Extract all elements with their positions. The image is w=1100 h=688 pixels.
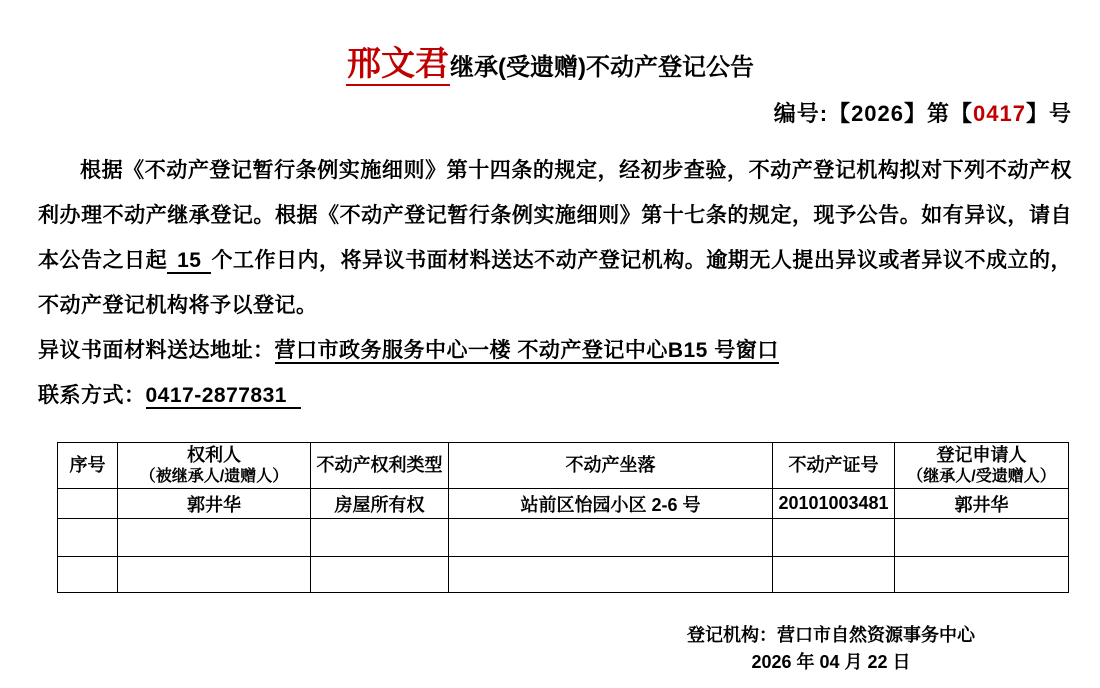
cell-rightsholder: [118, 557, 311, 593]
cell-location: 站前区怡园小区 2-6 号: [449, 489, 773, 519]
cell-rightsholder: 郭井华: [118, 489, 311, 519]
cell-cert-no: [773, 519, 895, 557]
title-text: 继承(受遗赠)不动产登记公告: [450, 54, 754, 81]
address-line: [38, 328, 1072, 373]
paragraph-text-before: 根据《不动产登记暂行条例实施细则》第十四条的规定，经初步查验，不动产登记机构拟对下列不动产权利办理不动产继承登记。根据《不动产登记暂行条例实施细则》第十七条的规定，现予公告。如有异议，请自本公告之日起: [38, 159, 1072, 272]
column-header-location: 不动产坐落: [449, 443, 773, 489]
contact-line: [38, 373, 1072, 418]
address-label: 异议书面材料送达地址：: [38, 339, 275, 362]
cell-right-type: [311, 519, 449, 557]
registration-table: [57, 442, 1069, 593]
cell-applicant: 郭井华: [895, 489, 1069, 519]
cell-serial: [58, 519, 118, 557]
column-header-applicant: 登记申请人 （继承人/受遗赠人）: [895, 443, 1069, 489]
notice-paragraph: [38, 148, 1072, 328]
cell-right-type: 房屋所有权: [311, 489, 449, 519]
cell-applicant: [895, 519, 1069, 557]
cell-cert-no: 20101003481: [773, 489, 895, 519]
column-header-rightsholder: 权利人 （被继承人/遗赠人）: [118, 443, 311, 489]
objection-days-value: 15: [167, 249, 211, 274]
cell-cert-no: [773, 557, 895, 593]
cell-serial: [58, 489, 118, 519]
doc-number-value: 0417: [973, 101, 1026, 126]
contact-label: 联系方式：: [38, 384, 146, 407]
column-header-cert-no: 不动产证号: [773, 443, 895, 489]
notice-body: [38, 148, 1072, 418]
paragraph-text-after: 个工作日内，将异议书面材料送达不动产登记机构。逾期无人提出异议或者异议不成立的，不动产登记机构将予以登记。: [38, 249, 1073, 317]
contact-value: 0417-2877831: [146, 384, 301, 409]
document-title: [0, 0, 1100, 85]
cell-applicant: [895, 557, 1069, 593]
table-header-row: [58, 443, 1069, 489]
cell-right-type: [311, 557, 449, 593]
column-header-serial: 序号: [58, 443, 118, 489]
table-row: [58, 489, 1069, 519]
document-footer: [681, 622, 981, 676]
cell-location: [449, 519, 773, 557]
deceased-name: 邢文君: [346, 45, 450, 86]
address-value: 营口市政务服务中心一楼 不动产登记中心B15 号窗口: [274, 339, 779, 362]
cell-location: [449, 557, 773, 593]
doc-number-suffix: 】号: [1025, 101, 1072, 126]
notice-date: 2026 年 04 月 22 日: [751, 652, 911, 672]
column-header-right-type: 不动产权利类型: [311, 443, 449, 489]
doc-number-line: [0, 97, 1100, 128]
cell-rightsholder: [118, 519, 311, 557]
registration-org: 登记机构：营口市自然资源事务中心: [687, 625, 975, 645]
table-row: [58, 557, 1069, 593]
table-row: [58, 519, 1069, 557]
doc-number-prefix: 编号:【2026】第【: [773, 101, 974, 126]
cell-serial: [58, 557, 118, 593]
